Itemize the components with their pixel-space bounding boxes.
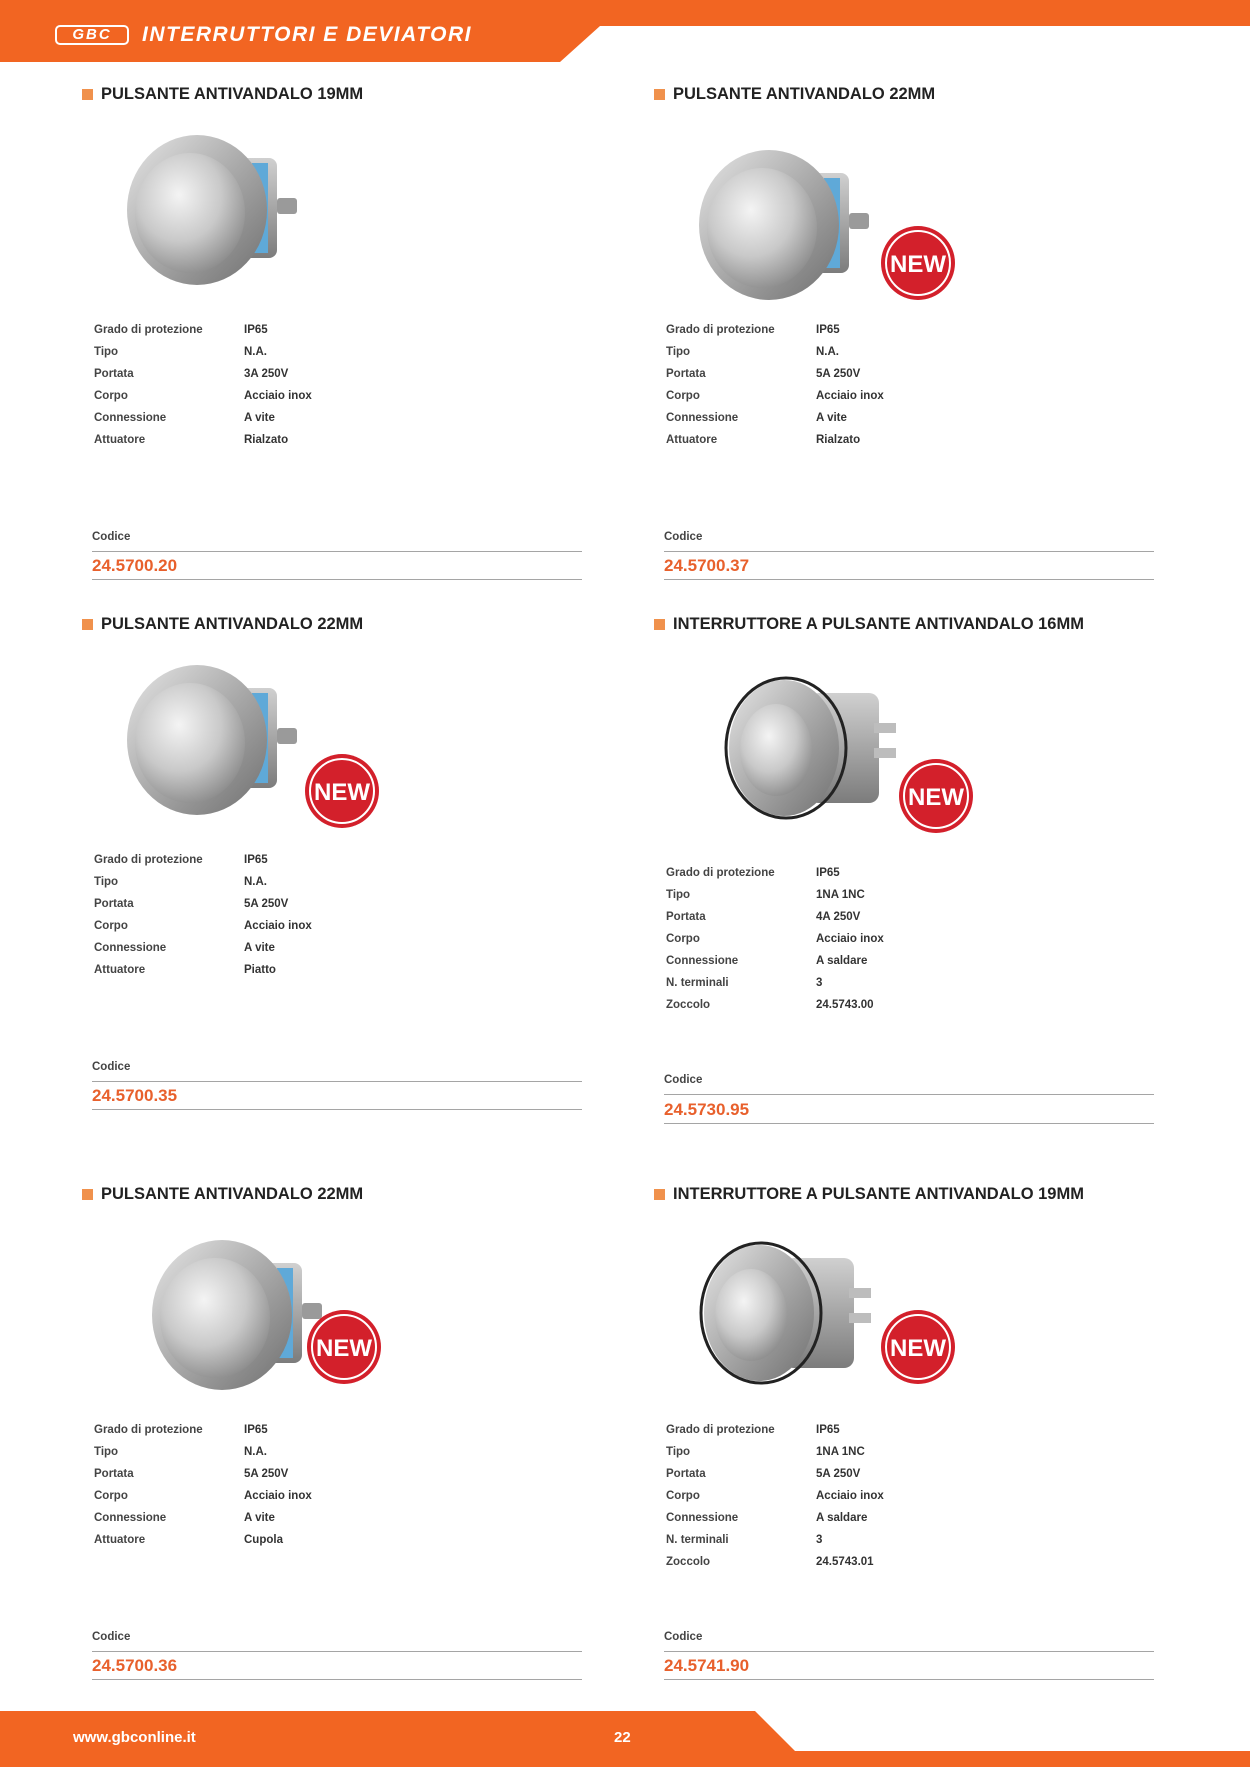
code-divider [92,551,582,552]
spec-row [666,867,884,889]
spec-label: Connessione [94,1512,167,1524]
spec-label: Corpo [666,1490,700,1502]
spec-value: N.A. [816,346,839,358]
title-bullet [82,1189,93,1200]
spec-label: Attuatore [94,964,146,976]
spec-row [666,390,884,412]
product-title [654,1183,1084,1205]
product-title-text: PULSANTE ANTIVANDALO 22MM [673,84,936,103]
spec-list [94,324,312,456]
product-card [654,613,1159,1133]
spec-row [666,1556,884,1578]
spec-label: Attuatore [666,434,718,446]
spec-row [94,1468,312,1490]
spec-label: Corpo [666,390,700,402]
new-badge-icon [898,758,974,834]
spec-row [94,434,312,456]
spec-label: Tipo [666,1446,691,1458]
product-code: 24.5741.90 [664,1656,750,1675]
spec-value: Rialzato [244,434,289,446]
spec-row [666,1512,884,1534]
spec-label: Portata [94,368,134,380]
product-title [82,1183,363,1205]
spec-row [94,942,312,964]
title-bullet [82,619,93,630]
spec-label: Grado di protezione [666,1424,775,1436]
spec-value: 1NA 1NC [816,1446,865,1458]
spec-row [666,933,884,955]
spec-label: Tipo [94,1446,119,1458]
spec-label: Connessione [666,412,739,424]
spec-label: Attuatore [94,1534,146,1546]
spec-value: N.A. [244,346,267,358]
code-label: Codice [664,531,703,543]
spec-label: Portata [666,1468,706,1480]
spec-row [666,889,884,911]
spec-label: Tipo [666,889,691,901]
spec-row [666,911,884,933]
spec-label: Corpo [94,920,128,932]
spec-value: IP65 [816,867,840,879]
code-label: Codice [92,531,131,543]
gbc-logo: GBC [55,25,129,45]
code-label: Codice [664,1631,703,1643]
spec-row [666,955,884,977]
product-code: 24.5730.95 [664,1100,750,1119]
spec-label: Grado di protezione [94,1424,203,1436]
title-bullet [654,619,665,630]
product-title-text: INTERRUTTORE A PULSANTE ANTIVANDALO 16MM [673,614,1084,633]
title-bullet [82,89,93,100]
spec-value: 5A 250V [244,898,289,910]
pushbutton-icon [112,658,312,818]
spec-value: A vite [244,942,275,954]
product-title-text: PULSANTE ANTIVANDALO 22MM [101,1184,364,1203]
product-title [654,83,935,105]
spec-value: IP65 [816,1424,840,1436]
product-card [82,83,587,583]
spec-label: N. terminali [666,977,729,989]
spec-value: 24.5743.01 [816,1556,874,1568]
title-bullet [654,1189,665,1200]
page-number: 22 [614,1729,631,1746]
spec-value: 24.5743.00 [816,999,874,1011]
spec-value: Acciaio inox [816,390,884,402]
switch-icon [689,1233,889,1393]
spec-label: Tipo [666,346,691,358]
page-header [0,0,1250,62]
spec-value: Cupola [244,1534,283,1546]
code-divider [92,1109,582,1110]
spec-value: 5A 250V [244,1468,289,1480]
spec-row [666,368,884,390]
code-divider [664,579,1154,580]
spec-label: Connessione [94,412,167,424]
product-code: 24.5700.35 [92,1086,178,1105]
product-card [654,83,1159,583]
product-card [82,613,587,1113]
new-badge-icon [306,1309,382,1385]
spec-row [666,1468,884,1490]
spec-value: Acciaio inox [244,920,312,932]
new-badge-text: NEW [316,1335,372,1362]
spec-row [94,898,312,920]
product-code: 24.5700.36 [92,1656,178,1675]
spec-value: Piatto [244,964,276,976]
code-divider [664,1651,1154,1652]
spec-value: A vite [244,412,275,424]
spec-value: Acciaio inox [244,390,312,402]
code-label: Codice [92,1061,131,1073]
website-link[interactable]: www.gbconline.it [73,1729,196,1746]
spec-row [94,920,312,942]
spec-row [666,977,884,999]
code-divider [664,1094,1154,1095]
code-divider [664,551,1154,552]
spec-value: 5A 250V [816,368,861,380]
spec-row [94,1446,312,1468]
spec-row [94,346,312,368]
spec-value: A vite [244,1512,275,1524]
spec-row [666,324,884,346]
spec-row [666,1424,884,1446]
pushbutton-icon [112,128,312,288]
new-badge-text: NEW [314,779,370,806]
spec-label: Grado di protezione [94,854,203,866]
spec-list [666,324,884,456]
title-bullet [654,89,665,100]
spec-row [94,390,312,412]
spec-row [94,1424,312,1446]
spec-label: Grado di protezione [666,867,775,879]
spec-row [94,412,312,434]
spec-value: N.A. [244,1446,267,1458]
code-divider [92,1679,582,1680]
spec-row [666,1534,884,1556]
spec-row [666,1490,884,1512]
spec-value: A saldare [816,1512,868,1524]
spec-value: 3A 250V [244,368,289,380]
spec-label: Zoccolo [666,999,711,1011]
spec-label: Tipo [94,876,119,888]
spec-label: N. terminali [666,1534,729,1546]
page-footer [0,1711,1250,1767]
spec-row [94,324,312,346]
spec-label: Zoccolo [666,1556,711,1568]
spec-value: Acciaio inox [816,1490,884,1502]
code-divider [664,1123,1154,1124]
product-title-text: PULSANTE ANTIVANDALO 19MM [101,84,364,103]
new-badge-text: NEW [890,1335,946,1362]
spec-label: Attuatore [94,434,146,446]
new-badge-icon [304,753,380,829]
spec-value: Acciaio inox [244,1490,312,1502]
code-divider [92,1651,582,1652]
spec-label: Connessione [666,1512,739,1524]
product-code: 24.5700.37 [664,556,750,575]
spec-list [94,1424,312,1556]
spec-list [666,1424,884,1578]
code-label: Codice [664,1074,703,1086]
product-card [654,1183,1159,1683]
spec-label: Portata [94,1468,134,1480]
spec-label: Tipo [94,346,119,358]
code-divider [92,1081,582,1082]
spec-row [666,412,884,434]
new-badge-text: NEW [908,784,964,811]
spec-row [94,1490,312,1512]
spec-row [94,854,312,876]
code-label: Codice [92,1631,131,1643]
spec-label: Connessione [666,955,739,967]
code-divider [664,1679,1154,1680]
spec-list [666,867,884,1021]
spec-label: Portata [666,368,706,380]
spec-label: Connessione [94,942,167,954]
product-code: 24.5700.20 [92,556,178,575]
spec-row [666,999,884,1021]
spec-label: Corpo [666,933,700,945]
spec-label: Portata [94,898,134,910]
spec-label: Portata [666,911,706,923]
new-badge-icon [880,225,956,301]
product-title [654,613,1084,635]
product-title [82,83,363,105]
spec-value: IP65 [816,324,840,336]
spec-value: 4A 250V [816,911,861,923]
spec-label: Grado di protezione [666,324,775,336]
spec-value: N.A. [244,876,267,888]
spec-row [94,876,312,898]
code-divider [92,579,582,580]
spec-row [666,434,884,456]
spec-label: Grado di protezione [94,324,203,336]
spec-value: IP65 [244,854,268,866]
spec-value: Rialzato [816,434,861,446]
spec-value: 3 [816,977,823,989]
spec-value: IP65 [244,324,268,336]
spec-row [666,1446,884,1468]
switch-icon [714,668,914,828]
spec-label: Corpo [94,1490,128,1502]
spec-row [94,1534,312,1556]
spec-row [94,1512,312,1534]
spec-value: A saldare [816,955,868,967]
product-title-text: PULSANTE ANTIVANDALO 22MM [101,614,364,633]
pushbutton-icon [684,143,884,303]
spec-value: A vite [816,412,847,424]
spec-value: Acciaio inox [816,933,884,945]
spec-label: Corpo [94,390,128,402]
product-title [82,613,363,635]
spec-value: 3 [816,1534,823,1546]
section-title: INTERRUTTORI E DEVIATORI [142,23,473,46]
product-title-text: INTERRUTTORE A PULSANTE ANTIVANDALO 19MM [673,1184,1084,1203]
spec-value: 1NA 1NC [816,889,865,901]
spec-row [94,368,312,390]
new-badge-text: NEW [890,251,946,278]
spec-value: 5A 250V [816,1468,861,1480]
new-badge-icon [880,1309,956,1385]
spec-list [94,854,312,986]
spec-row [666,346,884,368]
spec-value: IP65 [244,1424,268,1436]
product-card [82,1183,587,1683]
spec-row [94,964,312,986]
